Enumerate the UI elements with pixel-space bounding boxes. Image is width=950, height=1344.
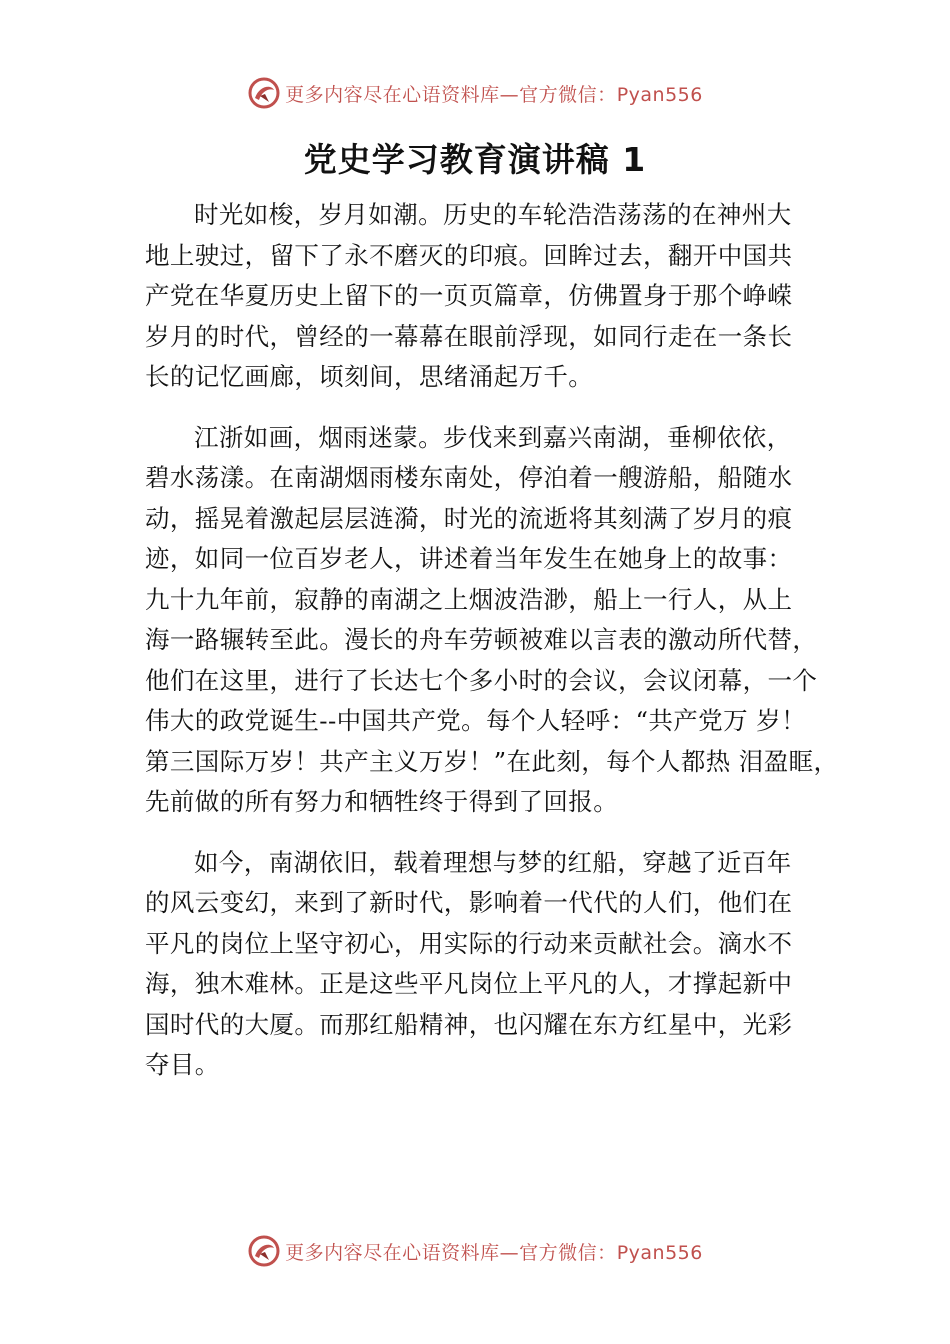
- paragraph-1: [145, 195, 845, 398]
- paragraph-line: 海一路辗转至此。漫长的舟车劳顿被难以言表的激动所代替，: [145, 625, 818, 654]
- paragraph-line: 他们在这里，进行了长达七个多小时的会议，会议闭幕，一个: [145, 665, 818, 695]
- paragraph-line: 先前做的所有努力和牺牲终于得到了回报。: [145, 787, 619, 816]
- paragraph-line: 碧水荡漾。在南湖烟雨楼东南处，停泊着一艘游船，船随水: [145, 463, 793, 492]
- paragraph-2: [145, 418, 845, 823]
- document-title: 党史学习教育演讲稿 1: [303, 140, 647, 179]
- paragraph-line: 如今，南湖依旧，载着理想与梦的红船，穿越了近百年: [194, 847, 792, 877]
- paragraph-3: [145, 843, 845, 1086]
- footer-banner: [0, 1231, 950, 1271]
- paragraph-line: 夺目。: [145, 1050, 220, 1079]
- header-banner: [0, 73, 950, 113]
- paragraph-line: 迹，如同一位百岁老人，讲述着当年发生在她身上的故事：: [145, 544, 793, 573]
- banner-main-text: 更多内容尽在心语资料库: [285, 1241, 500, 1264]
- paragraph-line: 国时代的大厦。而那红船精神，也闪耀在东方红星中，光彩: [145, 1009, 793, 1039]
- paragraph-line: 海，独木难林。正是这些平凡岗位上平凡的人，才撑起新中: [145, 969, 793, 998]
- paragraph-line: 动，摇晃着激起层层涟漪，时光的流逝将其刻满了岁月的痕: [145, 503, 793, 533]
- paragraph-line: 第三国际万岁！共产主义万岁！”在此刻，每个人都热 泪盈眶，: [145, 746, 839, 776]
- paragraph-line: 伟大的政党诞生--中国共产党。每个人轻呼：“共产党万 岁！: [145, 706, 806, 735]
- banner-wechat-label: 官方微信：: [519, 1241, 617, 1264]
- banner-separator: —: [499, 1241, 520, 1264]
- paragraph-line: 产党在华夏历史上留下的一页页篇章，仿佛置身于那个峥嵘: [145, 281, 793, 310]
- banner-text: [285, 1238, 703, 1265]
- banner-wechat-id: Pyan556: [616, 83, 703, 106]
- document-body: [145, 195, 845, 1106]
- paragraph-line: 平凡的岗位上坚守初心，用实际的行动来贡献社会。滴水不: [145, 928, 793, 958]
- paragraph-line: 时光如梭，岁月如潮。历史的车轮浩浩荡荡的在神州大: [194, 200, 792, 229]
- paragraph-line: 江浙如画，烟雨迷蒙。步伐来到嘉兴南湖，垂柳依依，: [194, 422, 792, 452]
- banner-separator: —: [499, 83, 520, 106]
- banner-wechat-id: Pyan556: [616, 1241, 703, 1264]
- banner-main-text: 更多内容尽在心语资料库: [285, 83, 500, 106]
- banner-wechat-label: 官方微信：: [519, 83, 617, 106]
- paragraph-line: 九十九年前，寂静的南湖之上烟波浩渺，船上一行人，从上: [145, 584, 793, 614]
- paragraph-line: 的风云变幻，来到了新时代，影响着一代代的人们，他们在: [145, 888, 793, 917]
- red-swirl-logo-icon: [247, 1234, 281, 1268]
- paragraph-line: 岁月的时代，曾经的一幕幕在眼前浮现，如同行走在一条长: [145, 321, 793, 351]
- red-swirl-logo-icon: [247, 76, 281, 110]
- banner-text: [285, 80, 703, 107]
- paragraph-line: 长的记忆画廊，顷刻间，思绪涌起万千。: [145, 362, 594, 391]
- paragraph-line: 地上驶过，留下了永不磨灭的印痕。回眸过去，翻开中国共: [145, 240, 793, 270]
